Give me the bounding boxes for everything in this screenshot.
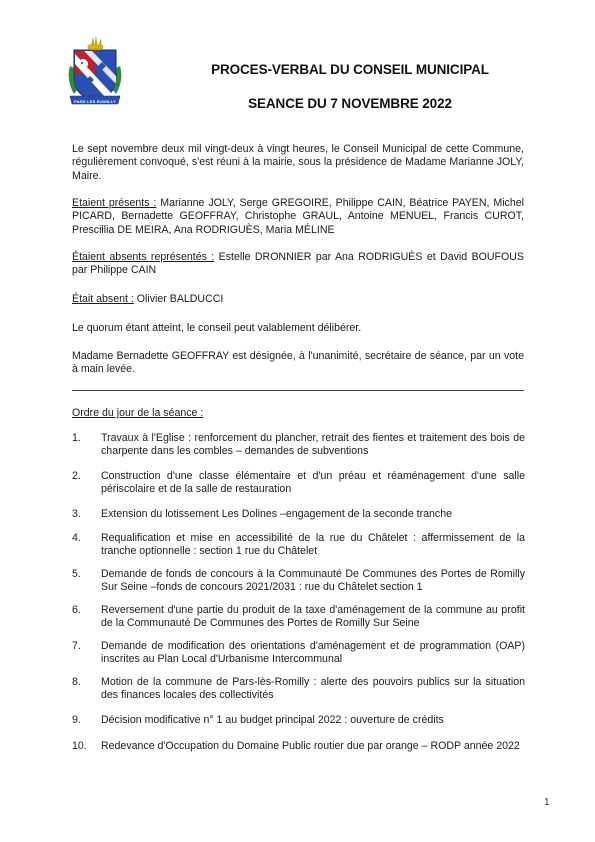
agenda-item-text: Demande de fonds de concours à la Communauté De Communes des Portes de Romilly Sur Seine –fonds de concours 2021/2031 : rue du Châtelet section 1 <box>101 568 525 594</box>
attendance-presents <box>72 197 524 237</box>
attendance-absents-represented <box>72 251 524 278</box>
absents-represented-label: Étaient absents représentés : <box>72 251 215 263</box>
presents-label: Etaient présents : <box>72 197 157 209</box>
agenda-item-text: Construction d'une classe élémentaire et d'un préau et réaménagement d'une salle périscolaire et de la salle de restauration <box>101 470 525 496</box>
agenda-title: Ordre du jour de la séance : <box>72 407 204 419</box>
agenda-item-text: Extension du lotissement Les Dolines –engagement de la seconde tranche <box>101 508 452 520</box>
absents-represented-names: Estelle DRONNIER par Ana RODRIGUÈS et David BOUFOUS par Philippe CAIN <box>72 251 524 277</box>
page-number: 1 <box>544 797 550 808</box>
agenda-item-text: Décision modificative n° 1 au budget principal 2022 : ouverture de crédits <box>101 714 444 726</box>
agenda-item-number: 8. <box>72 676 81 688</box>
agenda-item-text: Requalification et mise en accessibilité de la rue du Châtelet : affermissement de la tranche optionnelle : section 1 rue du Châtelet <box>101 532 525 558</box>
crest-motto: PARS LES ROMILLY <box>74 99 116 104</box>
agenda-item-number: 7. <box>72 640 81 652</box>
agenda-item-text: Demande de modification des orientations d'aménagement et de programmation (OAP) inscrites au Plan Local d'Urbanisme Intercommunal <box>101 640 525 666</box>
agenda-item-number: 9. <box>72 714 81 726</box>
agenda-item-text: Travaux à l'Eglise : renforcement du plancher, retrait des fientes et traitement des bois de charpente dans les combles – demandes de subventions <box>101 432 525 458</box>
page-title: PROCES-VERBAL DU CONSEIL MUNICIPAL <box>211 62 489 77</box>
agenda-item-number: 4. <box>72 532 81 544</box>
presents-names: Marianne JOLY, Serge GREGOIRE, Philippe CAIN, Béatrice PAYEN, Michel PICARD, Bernadette GEOFFRAY, Christophe GRAUL, Antoine MENUEL, Francis CUROT, Prescillia DE MEIRA, Ana RODRIGUÈS, Maria MÉLINE <box>72 197 524 236</box>
agenda-item-number: 10. <box>72 740 87 752</box>
agenda-item-number: 3. <box>72 508 81 520</box>
agenda-item-text: Redevance d'Occupation du Domaine Public routier due par orange – RODP année 2022 <box>101 740 520 752</box>
coat-of-arms-logo <box>64 36 126 112</box>
quorum-paragraph: Le quorum étant atteint, le conseil peut valablement délibérer. <box>72 322 362 334</box>
attendance-absent <box>72 293 524 306</box>
agenda-item-text: Motion de la commune de Pars-lès-Romilly : alerte des pouvoirs publics sur la situation des finances locales des collectivités <box>101 676 525 702</box>
agenda-item-number: 6. <box>72 604 81 616</box>
absent-names: Olivier BALDUCCI <box>133 293 224 305</box>
secretary-paragraph: Madame Bernadette GEOFFRAY est désignée, à l'unanimité, secrétaire de séance, par un vote à main levée. <box>72 350 524 376</box>
agenda-item-number: 5. <box>72 568 81 580</box>
agenda-item-number: 1. <box>72 432 81 444</box>
intro-paragraph: Le sept novembre deux mil vingt-deux à vingt heures, le Conseil Municipal de cette Commune, régulièrement convoqué, s'est réuni à la mairie, sous la présidence de Madame Marianne JOLY, Maire. <box>72 143 524 182</box>
agenda-item-number: 2. <box>72 470 81 482</box>
section-divider <box>72 390 524 391</box>
agenda-item-text: Reversement d'une partie du produit de la taxe d'aménagement de la commune au profit de la Communauté De Communes des Portes de Romilly Sur Seine <box>101 604 525 630</box>
page-subtitle: SEANCE DU 7 NOVEMBRE 2022 <box>248 96 452 111</box>
absent-label: Était absent : <box>72 293 134 305</box>
